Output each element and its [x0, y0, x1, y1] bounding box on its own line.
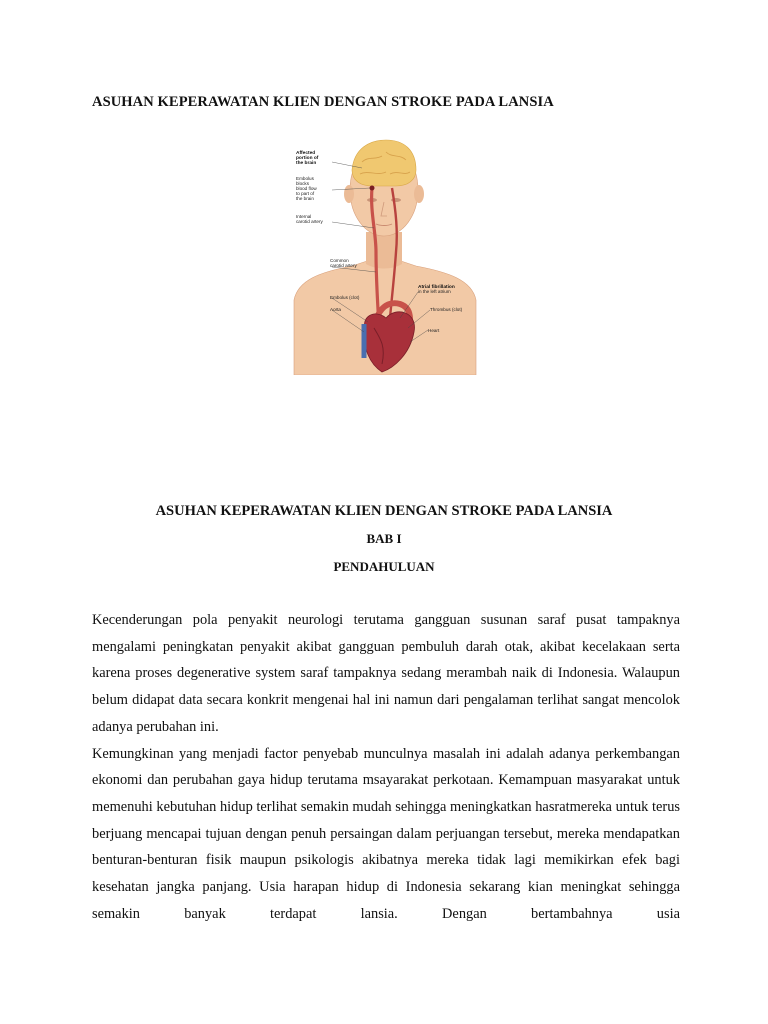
right-ear	[414, 185, 424, 203]
label-heart: Heart	[428, 328, 440, 333]
stroke-anatomy-illustration	[290, 132, 478, 375]
label-embolus-blocks-4: to part of	[296, 191, 315, 196]
label-thrombus: Thrombus (clot)	[430, 307, 463, 312]
embolus-in-brain	[370, 186, 375, 191]
body-text	[92, 607, 680, 927]
paragraph: Kemungkinan yang menjadi factor penyebab munculnya masalah ini adalah adanya perkembangan ekonomi dan perubahan gaya hidup terutama msayarakat perkotaan. Kemampuan masyarakat untuk memenuhi kebutuhan hidup terlihat semakin mudah sehingga meningkatkan hasratmereka untuk terus berjuang mencapai tujuan dengan penuh persaingan dalam perjuangan tersebut, mereka mendapatkan benturan-benturan fisik maupun psikologis akibatnya mereka tidak lagi memikirkan efek bagi kesehatan jangka panjang. Usia harapan hidup di Indonesia sekarang kian meningkat sehingga semakin banyak terdapat lansia. Dengan bertambahnya usia	[92, 745, 680, 922]
label-internal-carotid-1: Internal	[296, 214, 312, 219]
label-affected-2: portion of	[296, 156, 319, 161]
label-aorta: Aorta	[330, 307, 341, 312]
label-affected-1: Affected	[296, 151, 316, 156]
label-embolus-blocks-1: Embolus	[296, 176, 314, 181]
main-heading: ASUHAN KEPERAWATAN KLIEN DENGAN STROKE PADA LANSIA	[155, 503, 613, 519]
label-atrial-fibrillation-1: Atrial fibrillation	[418, 285, 455, 290]
label-atrial-fibrillation-2: in the left atrium	[418, 289, 451, 294]
document-title: ASUHAN KEPERAWATAN KLIEN DENGAN STROKE PADA LANSIA	[92, 94, 554, 110]
label-internal-carotid-2: carotid artery	[296, 219, 323, 224]
chapter-heading: BAB I	[366, 531, 402, 546]
label-embolus-clot: Embolus (clot)	[330, 295, 360, 300]
section-heading: PENDAHULUAN	[333, 559, 435, 574]
label-affected-3: the brain	[296, 161, 317, 166]
paragraph: Kecenderungan pola penyakit neurologi terutama gangguan susunan saraf pusat tampaknya mengalami peningkatan penyakit akibat gangguan pembuluh darah otak, akibat kecelakaan serta karena proses degenerative system saraf tampaknya sedang merambah naik di Indonesia. Walaupun belum didapat data secara konkrit mengenai hal ini namun dari pengalaman terlihat sangat mencolok adanya perubahan ini.	[92, 612, 680, 735]
label-common-carotid-2: carotid artery	[330, 263, 357, 268]
label-embolus-blocks-2: blocks	[296, 181, 310, 186]
label-embolus-blocks-5: the brain	[296, 196, 314, 201]
label-common-carotid-1: Common	[330, 258, 349, 263]
left-ear	[344, 185, 354, 203]
label-embolus-blocks-3: blood flow	[296, 186, 317, 191]
stroke-anatomy-svg	[290, 132, 478, 375]
